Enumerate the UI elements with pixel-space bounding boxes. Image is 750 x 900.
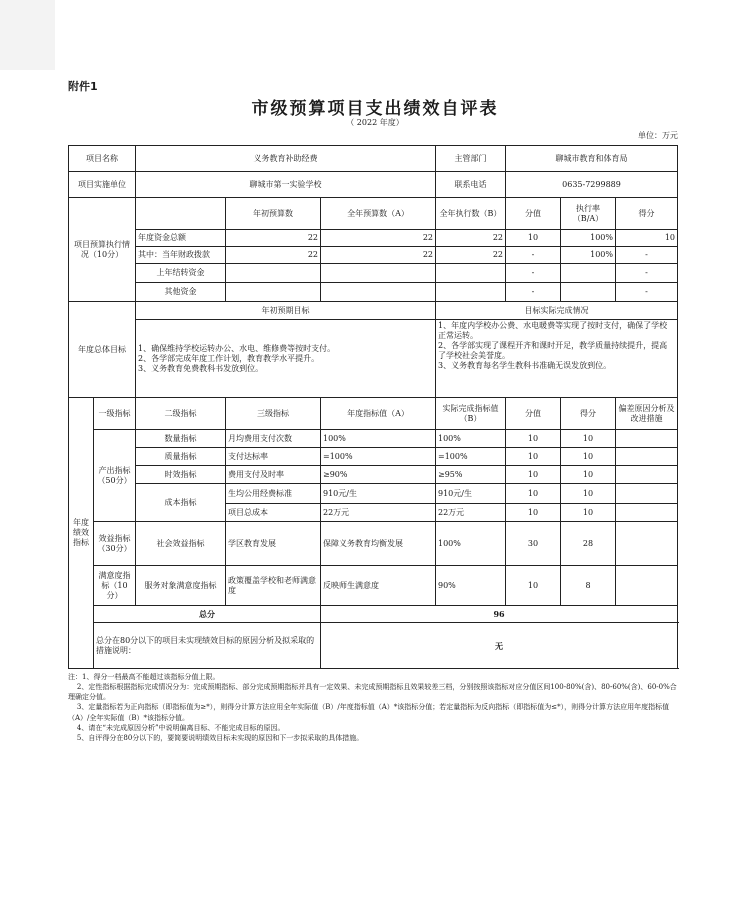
footnotes <box>68 672 680 743</box>
indicator-level3: 费用支付及时率 <box>226 466 321 484</box>
footnote: 3、定量指标若为正向指标（即指标值为≥*），则得分计算方法应用全年实际值（B）/年度指标值（A）*该指标分值；若定量指标为反向指标（即指标值为≤*），则得分计算方法应用年度指标值（A）/全年实际值（B）*该指标分值。 <box>68 703 670 722</box>
budget-header-rate: 执行率（B/A） <box>561 198 616 230</box>
indicator-row <box>69 466 678 484</box>
indicator-deviation <box>616 466 678 484</box>
budget-score-value: - <box>506 283 561 302</box>
budget-rate: 100% <box>561 230 616 247</box>
indicator-actual: 100% <box>436 522 506 566</box>
indicator-target: 910元/生 <box>321 484 436 504</box>
indicator-level2: 服务对象满意度指标 <box>136 566 226 606</box>
budget-rate <box>561 264 616 283</box>
indicator-level3: 月均费用支付次数 <box>226 430 321 448</box>
footnote: 4、请在“未完成原因分析”中说明偏离目标、不能完成目标的原因。 <box>68 723 285 732</box>
indicator-level2: 成本指标 <box>136 484 226 522</box>
budget-row-label: 其他资金 <box>136 283 226 302</box>
budget-row <box>69 283 678 302</box>
phone-value: 0635-7299889 <box>506 172 678 198</box>
indicator-actual: ≥95% <box>436 466 506 484</box>
budget-annual: 22 <box>321 247 436 264</box>
output-indicator-label: 产出指标（50分） <box>94 430 136 522</box>
indicator-target: 保障义务教育均衡发展 <box>321 522 436 566</box>
indicator-score-value: 30 <box>506 522 561 566</box>
indicator-header-actual: 实际完成指标值（B） <box>436 398 506 430</box>
goals-planned-text: 1、确保维持学校运转办公、水电、维修费等按时支付。 2、各学部完成年度工作计划，教育教学水平提升。 3、义务教育免费教科书发放到位。 <box>136 320 436 398</box>
budget-executed <box>436 283 506 302</box>
indicator-header-target: 年度指标值（A） <box>321 398 436 430</box>
dept-label: 主管部门 <box>436 146 506 172</box>
indicator-target: 22万元 <box>321 504 436 522</box>
budget-initial: 22 <box>226 247 321 264</box>
budget-annual <box>321 264 436 283</box>
budget-row-label: 其中：当年财政拨款 <box>136 247 226 264</box>
indicator-score-value: 10 <box>506 448 561 466</box>
indicator-score: 10 <box>561 430 616 448</box>
indicator-score: 10 <box>561 504 616 522</box>
indicator-deviation <box>616 430 678 448</box>
effect-indicator-label: 效益指标（30分） <box>94 522 136 566</box>
year-line: （ 2022 年度） <box>346 118 404 127</box>
total-label: 总分 <box>94 606 321 623</box>
indicator-target: =100% <box>321 448 436 466</box>
budget-annual: 22 <box>321 230 436 247</box>
indicator-score: 8 <box>561 566 616 606</box>
budget-score: - <box>616 283 678 302</box>
goals-planned-header: 年初预期目标 <box>136 302 436 320</box>
dept-value: 聊城市教育和体育局 <box>506 146 678 172</box>
project-name: 义务教育补助经费 <box>136 146 436 172</box>
reason-value: 无 <box>321 623 678 669</box>
indicator-level2: 质量指标 <box>136 448 226 466</box>
indicator-actual: =100% <box>436 448 506 466</box>
budget-header-executed: 全年执行数（B） <box>436 198 506 230</box>
budget-initial <box>226 264 321 283</box>
budget-header-score: 得分 <box>616 198 678 230</box>
budget-score-value: - <box>506 264 561 283</box>
indicator-actual: 22万元 <box>436 504 506 522</box>
indicator-deviation <box>616 566 678 606</box>
goals-section-label: 年度总体目标 <box>69 302 136 398</box>
budget-header-score-value: 分值 <box>506 198 561 230</box>
indicator-row <box>69 448 678 466</box>
indicator-row <box>69 484 678 504</box>
scan-corner-shade <box>0 0 55 70</box>
attachment-label: 附件1 <box>68 80 98 93</box>
indicator-score-value: 10 <box>506 504 561 522</box>
budget-initial <box>226 283 321 302</box>
indicator-header-score-value: 分值 <box>506 398 561 430</box>
indicator-deviation <box>616 522 678 566</box>
indicator-target: ≥90% <box>321 466 436 484</box>
indicator-level2: 社会效益指标 <box>136 522 226 566</box>
budget-rate <box>561 283 616 302</box>
footnote: 5、自评得分在80分以下的，要简要说明绩效目标未实现的原因和下一步拟采取的具体措施。 <box>68 733 364 742</box>
budget-score-value: - <box>506 247 561 264</box>
budget-row-label: 年度资金总额 <box>136 230 226 247</box>
budget-score: - <box>616 264 678 283</box>
phone-label: 联系电话 <box>436 172 506 198</box>
indicator-level3: 项目总成本 <box>226 504 321 522</box>
page-title: 市级预算项目支出绩效自评表 <box>251 99 499 119</box>
indicator-deviation <box>616 484 678 504</box>
budget-score: 10 <box>616 230 678 247</box>
budget-annual <box>321 283 436 302</box>
indicator-level3: 政策覆盖学校和老师满意度 <box>226 566 321 606</box>
budget-score: - <box>616 247 678 264</box>
impl-unit-label: 项目实施单位 <box>69 172 136 198</box>
indicator-row <box>69 566 678 606</box>
budget-rate: 100% <box>561 247 616 264</box>
indicator-row <box>69 522 678 566</box>
indicator-actual: 910元/生 <box>436 484 506 504</box>
indicator-score-value: 10 <box>506 566 561 606</box>
footnote: 注：1、得分一档最高不能超过该指标分值上限。 <box>68 673 220 681</box>
satisfaction-indicator-label: 满意度指标（10分） <box>94 566 136 606</box>
budget-executed <box>436 264 506 283</box>
unit-label: 单位：万元 <box>638 131 678 140</box>
budget-row-label: 上年结转资金 <box>136 264 226 283</box>
indicator-deviation <box>616 504 678 522</box>
indicator-score: 10 <box>561 448 616 466</box>
indicator-level2: 数量指标 <box>136 430 226 448</box>
indicator-level3: 学区教育发展 <box>226 522 321 566</box>
indicator-score: 28 <box>561 522 616 566</box>
budget-header-initial: 年初预算数 <box>226 198 321 230</box>
budget-score-value: 10 <box>506 230 561 247</box>
indicator-target: 100% <box>321 430 436 448</box>
indicator-header-level1: 一级指标 <box>94 398 136 430</box>
budget-row <box>69 247 678 264</box>
budget-row <box>69 264 678 283</box>
budget-initial: 22 <box>226 230 321 247</box>
goals-actual-header: 目标实际完成情况 <box>436 302 678 320</box>
indicator-header-level2: 二级指标 <box>136 398 226 430</box>
indicator-actual: 100% <box>436 430 506 448</box>
reason-label: 总分在80分以下的项目未实现绩效目标的原因分析及拟采取的措施说明： <box>94 623 321 669</box>
project-name-label: 项目名称 <box>69 146 136 172</box>
indicator-score: 10 <box>561 484 616 504</box>
indicator-header-deviation: 偏差原因分析及改进措施 <box>616 398 678 430</box>
indicator-score: 10 <box>561 466 616 484</box>
indicator-score-value: 10 <box>506 430 561 448</box>
budget-row <box>69 230 678 247</box>
impl-unit-value: 聊城市第一实验学校 <box>136 172 436 198</box>
indicator-score-value: 10 <box>506 466 561 484</box>
indicator-deviation <box>616 448 678 466</box>
indicator-target: 反映师生满意度 <box>321 566 436 606</box>
indicator-header-score: 得分 <box>561 398 616 430</box>
indicators-section-label: 年度绩效指标 <box>69 398 94 669</box>
goals-actual-text: 1、年度内学校办公费、水电暖费等实现了按时支付，确保了学校正常运转。 2、各学部实现了课程开齐和课时开足，教学质量持续提升，提高了学校社会美誉度。 3、义务教育每名学生教科书准确无误发放到位。 <box>436 320 678 398</box>
total-value: 96 <box>321 606 678 623</box>
budget-header-blank <box>136 198 226 230</box>
budget-section-label: 项目预算执行情况（10分） <box>69 198 136 302</box>
budget-executed: 22 <box>436 247 506 264</box>
evaluation-table <box>68 145 678 669</box>
budget-executed: 22 <box>436 230 506 247</box>
indicator-header-level3: 三级指标 <box>226 398 321 430</box>
indicator-level3: 生均公用经费标准 <box>226 484 321 504</box>
indicator-actual: 90% <box>436 566 506 606</box>
indicator-score-value: 10 <box>506 484 561 504</box>
budget-header-annual: 全年预算数（A） <box>321 198 436 230</box>
indicator-level3: 支付达标率 <box>226 448 321 466</box>
footnote: 2、定性指标根据指标完成情况分为：完成预期指标、部分完成预期指标并具有一定效果、未完成预期指标且效果较差三档，分别按照该指标对应分值区间100-80%(含)、80-60%(含)、60-0%合理确定分值。 <box>68 683 677 702</box>
indicator-level2: 时效指标 <box>136 466 226 484</box>
indicator-row <box>69 430 678 448</box>
